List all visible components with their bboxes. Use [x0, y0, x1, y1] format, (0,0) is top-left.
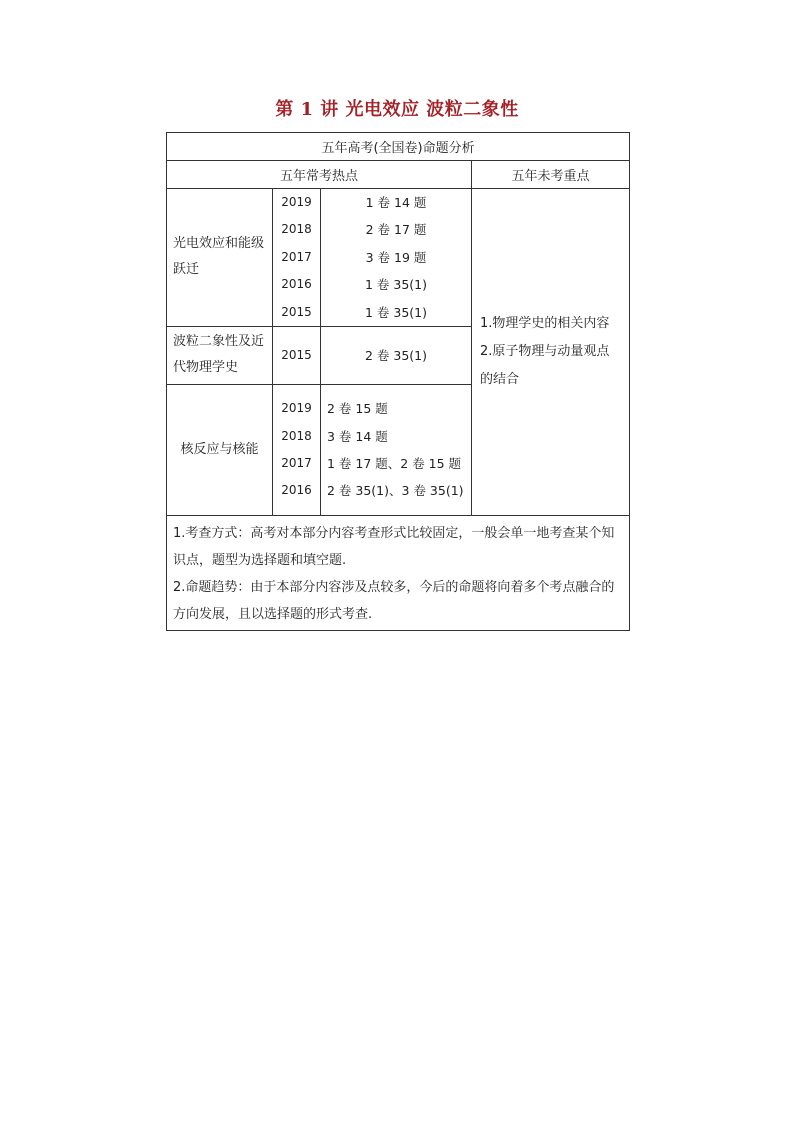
- year: 2018: [281, 222, 312, 237]
- item-cell: 2 卷 35(1): [321, 326, 472, 384]
- year: 2015: [281, 304, 312, 319]
- exam-item: 1 卷 17 题、2 卷 15 题: [327, 455, 462, 471]
- year: 2018: [281, 428, 312, 443]
- year-cell: 2015: [273, 326, 321, 384]
- future-focus-text: 1.物理学史的相关内容 2.原子物理与动量观点的结合: [480, 315, 610, 387]
- page-title: 第 1 讲 光电效应 波粒二象性: [275, 99, 519, 120]
- year-cell: [273, 189, 321, 327]
- exam-analysis-table: [166, 132, 630, 631]
- exam-item: 3 卷 19 题: [365, 249, 427, 265]
- notes-cell: [167, 515, 630, 630]
- year-cell: [273, 384, 321, 515]
- year: 2017: [281, 455, 312, 470]
- future-focus-cell: [472, 189, 630, 516]
- exam-item: 2 卷 17 题: [365, 222, 427, 238]
- item-cell: [321, 384, 472, 515]
- note-paragraph: 2.命题趋势：由于本部分内容涉及点较多，今后的命题将向着多个考点融合的方向发展，且以选择题的形式考查.: [173, 579, 615, 622]
- topic-cell: 核反应与核能: [167, 384, 273, 515]
- note-paragraph: 1.考查方式：高考对本部分内容考查形式比较固定，一般会单一地考查某个知识点，题型为选择题和填空题.: [173, 525, 615, 568]
- year: 2019: [281, 401, 312, 416]
- topic-cell: 光电效应和能级跃迁: [167, 189, 273, 327]
- year: 2016: [281, 483, 312, 498]
- item-cell: [321, 189, 472, 327]
- exam-item: 3 卷 14 题: [327, 428, 388, 444]
- exam-item: 1 卷 14 题: [365, 195, 427, 210]
- year: 2016: [281, 277, 312, 292]
- year: 2019: [281, 195, 312, 209]
- hot-topics-header: 五年常考热点: [167, 161, 472, 189]
- exam-item: 2 卷 35(1)、3 卷 35(1): [327, 483, 464, 499]
- topic-cell: 波粒二象性及近代物理学史: [167, 326, 273, 384]
- future-topics-header: 五年未考重点: [472, 161, 630, 189]
- exam-item: 2 卷 15 题: [327, 401, 388, 417]
- exam-item: 1 卷 35(1): [364, 304, 427, 320]
- year: 2017: [281, 249, 312, 264]
- exam-item: 1 卷 35(1): [364, 277, 427, 293]
- table-header: 五年高考(全国卷)命题分析: [167, 133, 630, 161]
